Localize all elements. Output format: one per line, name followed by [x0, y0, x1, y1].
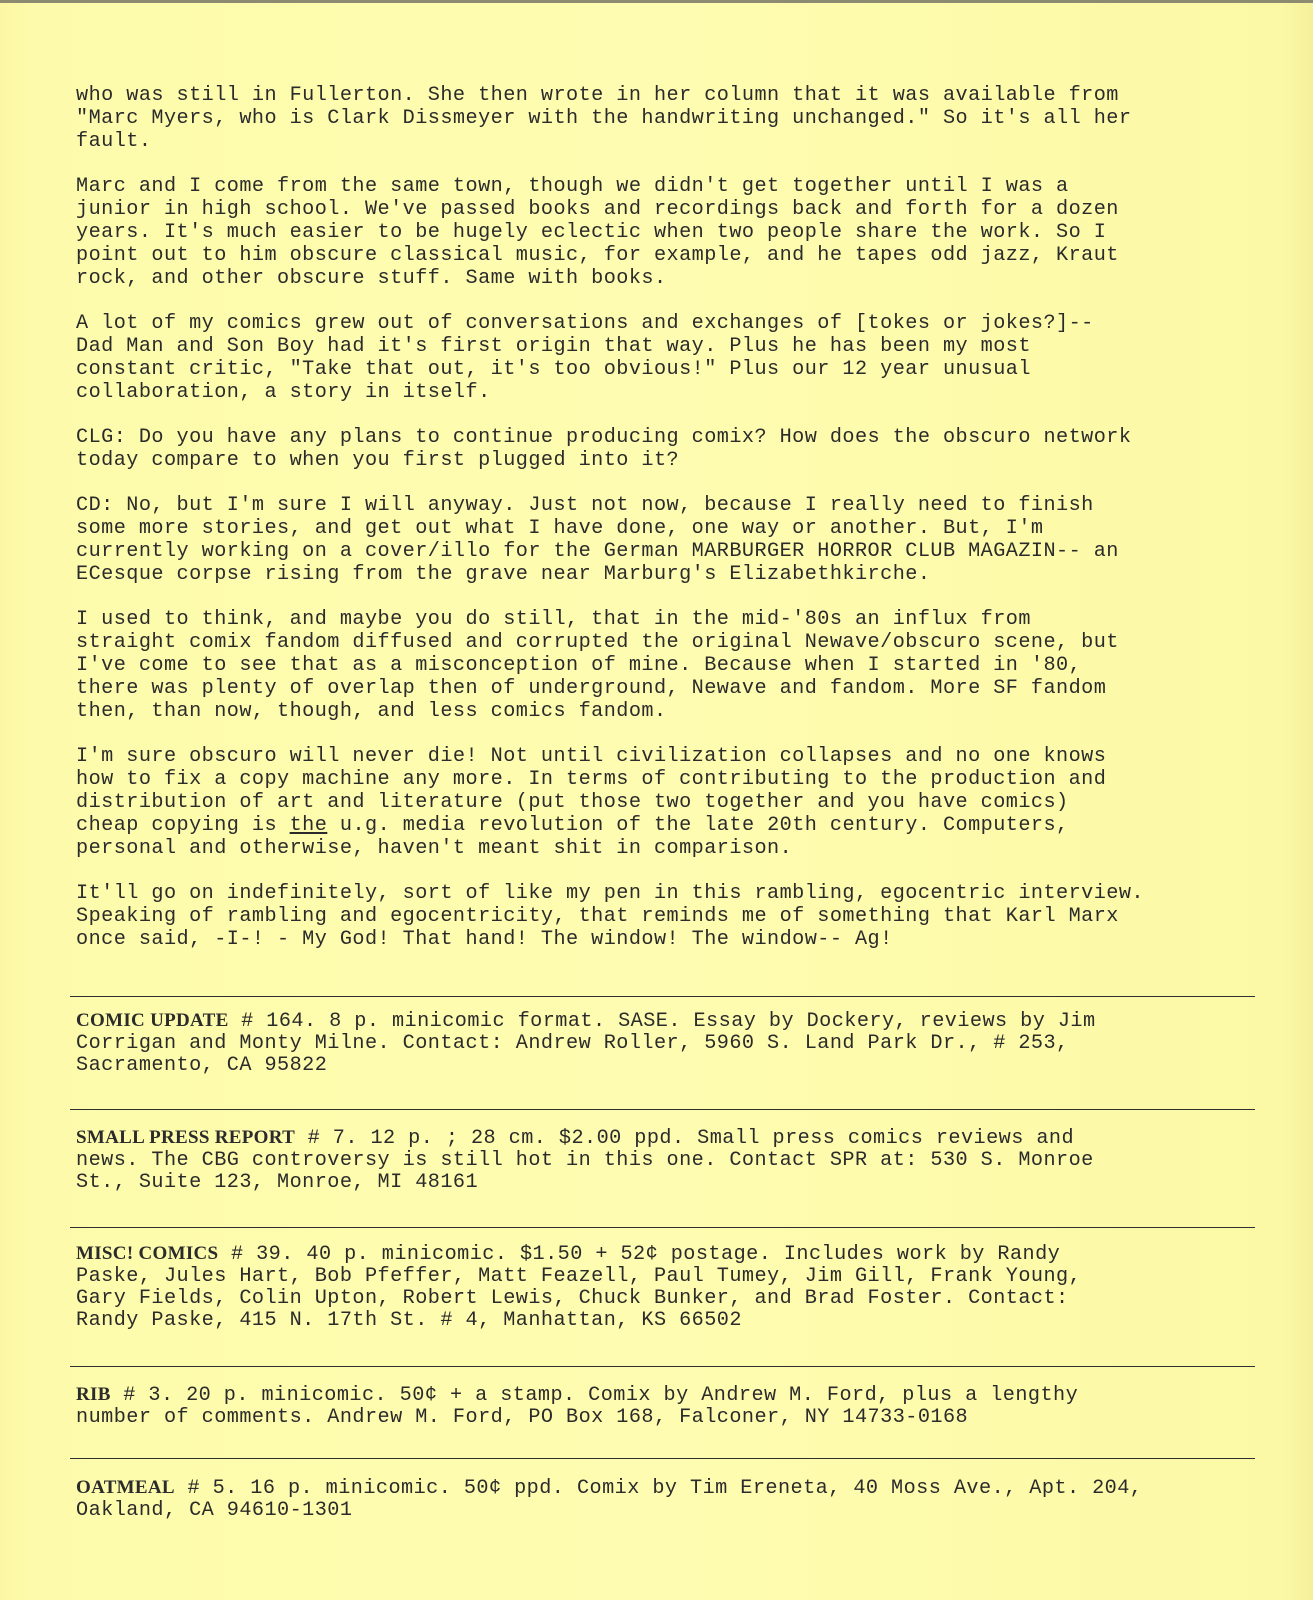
review-title: SMALL PRESS REPORT [76, 1127, 296, 1148]
line: straight comix fandom diffused and corrupted the original Newave/obscuro scene, but [76, 631, 1119, 654]
review-title: RIB [76, 1384, 111, 1405]
line: there was plenty of overlap then of underground, Newave and fandom. More SF fandom [76, 677, 1107, 700]
paragraph-collaboration [76, 312, 1256, 404]
paragraph-obscuro [76, 745, 1256, 860]
interview-text [76, 84, 1256, 973]
line: # 164. 8 p. minicomic format. SASE. Essay by Dockery, reviews by Jim [228, 1010, 1096, 1033]
line: news. The CBG controversy is still hot in this one. Contact SPR at: 530 S. Monroe [76, 1149, 1094, 1172]
review-entry-small-press-report [76, 1127, 1256, 1194]
line-part: u.g. media revolution of the late 20th century. Computers, [327, 814, 1069, 837]
line: distribution of art and literature (put those two together and you have comics) [76, 791, 1069, 814]
line: Corrigan and Monty Milne. Contact: Andrew Roller, 5960 S. Land Park Dr., # 253, [76, 1032, 1069, 1055]
paragraph-fullerton [76, 84, 1256, 153]
line: Oakland, CA 94610-1301 [76, 1499, 353, 1522]
line: Randy Paske, 415 N. 17th St. # 4, Manhattan, KS 66502 [76, 1309, 742, 1332]
review-entry-misc-comics [76, 1243, 1256, 1332]
paragraph-fandom [76, 608, 1256, 723]
line: then, than now, though, and less comics fandom. [76, 700, 667, 723]
line: It'll go on indefinitely, sort of like my pen in this rambling, egocentric interview. [76, 882, 1144, 905]
divider-rule [70, 1366, 1255, 1367]
line: Speaking of rambling and egocentricity, that reminds me of something that Karl Marx [76, 905, 1119, 928]
divider-rule [70, 1109, 1255, 1110]
review-entry-rib [76, 1384, 1256, 1429]
divider-rule [70, 1458, 1255, 1459]
line: Dad Man and Son Boy had it's first origin that way. Plus he has been my most [76, 335, 1031, 358]
line: once said, -I-! - My God! That hand! The window! The window-- Ag! [76, 928, 893, 951]
line: # 39. 40 p. minicomic. $1.50 + 52¢ postage. Includes work by Randy [218, 1243, 1061, 1266]
line: fault. [76, 130, 152, 153]
line: number of comments. Andrew M. Ford, PO Box 168, Falconer, NY 14733-0168 [76, 1406, 969, 1429]
line: Gary Fields, Colin Upton, Robert Lewis, Chuck Bunker, and Brad Foster. Contact: [76, 1287, 1069, 1310]
line: junior in high school. We've passed books and recordings back and forth for a dozen [76, 198, 1119, 221]
line: I'm sure obscuro will never die! Not until civilization collapses and no one knows [76, 745, 1107, 768]
line: Paske, Jules Hart, Bob Pfeffer, Matt Feazell, Paul Tumey, Jim Gill, Frank Young, [76, 1265, 1082, 1288]
line: # 5. 16 p. minicomic. 50¢ ppd. Comix by Tim Ereneta, 40 Moss Ave., Apt. 204, [174, 1477, 1143, 1500]
paragraph-marc [76, 175, 1256, 290]
line: "Marc Myers, who is Clark Dissmeyer with the handwriting unchanged." So it's all her [76, 107, 1132, 130]
line: years. It's much easier to be hugely eclectic when two people share the work. So I [76, 221, 1107, 244]
line: Sacramento, CA 95822 [76, 1054, 328, 1077]
line: collaboration, a story in itself. [76, 381, 491, 404]
line: currently working on a cover/illo for the German MARBURGER HORROR CLUB MAGAZIN-- an [76, 540, 1119, 563]
paragraph-ending [76, 882, 1256, 951]
line: # 3. 20 p. minicomic. 50¢ + a stamp. Comix by Andrew M. Ford, plus a lengthy [110, 1384, 1079, 1407]
line: # 7. 12 p. ; 28 cm. $2.00 ppd. Small press comics reviews and [295, 1127, 1075, 1150]
paragraph-cd-answer [76, 494, 1256, 586]
line: who was still in Fullerton. She then wrote in her column that it was available from [76, 84, 1119, 107]
line: St., Suite 123, Monroe, MI 48161 [76, 1171, 479, 1194]
divider-rule [70, 1227, 1255, 1228]
line: A lot of my comics grew out of conversations and exchanges of [tokes or jokes?]-- [76, 312, 1094, 335]
review-title: COMIC UPDATE [76, 1010, 229, 1031]
line: personal and otherwise, haven't meant shit in comparison. [76, 837, 793, 860]
line: constant critic, "Take that out, it's too obvious!" Plus our 12 year unusual [76, 358, 1031, 381]
review-entry-oatmeal [76, 1477, 1256, 1522]
line: I've come to see that as a misconception of mine. Because when I started in '80, [76, 654, 1082, 677]
review-entry-comic-update [76, 1010, 1256, 1077]
review-title: OATMEAL [76, 1477, 175, 1498]
divider-rule [70, 996, 1255, 997]
line: Marc and I come from the same town, though we didn't get together until I was a [76, 175, 1069, 198]
paragraph-clg-question [76, 426, 1256, 472]
line: CD: No, but I'm sure I will anyway. Just not now, because I really need to finish [76, 494, 1094, 517]
underlined-word: the [289, 814, 328, 837]
line: CLG: Do you have any plans to continue producing comix? How does the obscuro network [76, 426, 1132, 449]
review-title: MISC! COMICS [76, 1243, 219, 1264]
line: today compare to when you first plugged into it? [76, 449, 680, 472]
line: rock, and other obscure stuff. Same with books. [76, 267, 667, 290]
line: some more stories, and get out what I have done, one way or another. But, I'm [76, 517, 1044, 540]
line: I used to think, and maybe you do still, that in the mid-'80s an influx from [76, 608, 1031, 631]
line-part: cheap copying is [76, 814, 290, 837]
page-top-edge [0, 0, 1313, 3]
line: how to fix a copy machine any more. In terms of contributing to the production and [76, 768, 1107, 791]
line: ECesque corpse rising from the grave near Marburg's Elizabethkirche. [76, 563, 931, 586]
line: point out to him obscure classical music, for example, and he tapes odd jazz, Kraut [76, 244, 1119, 267]
